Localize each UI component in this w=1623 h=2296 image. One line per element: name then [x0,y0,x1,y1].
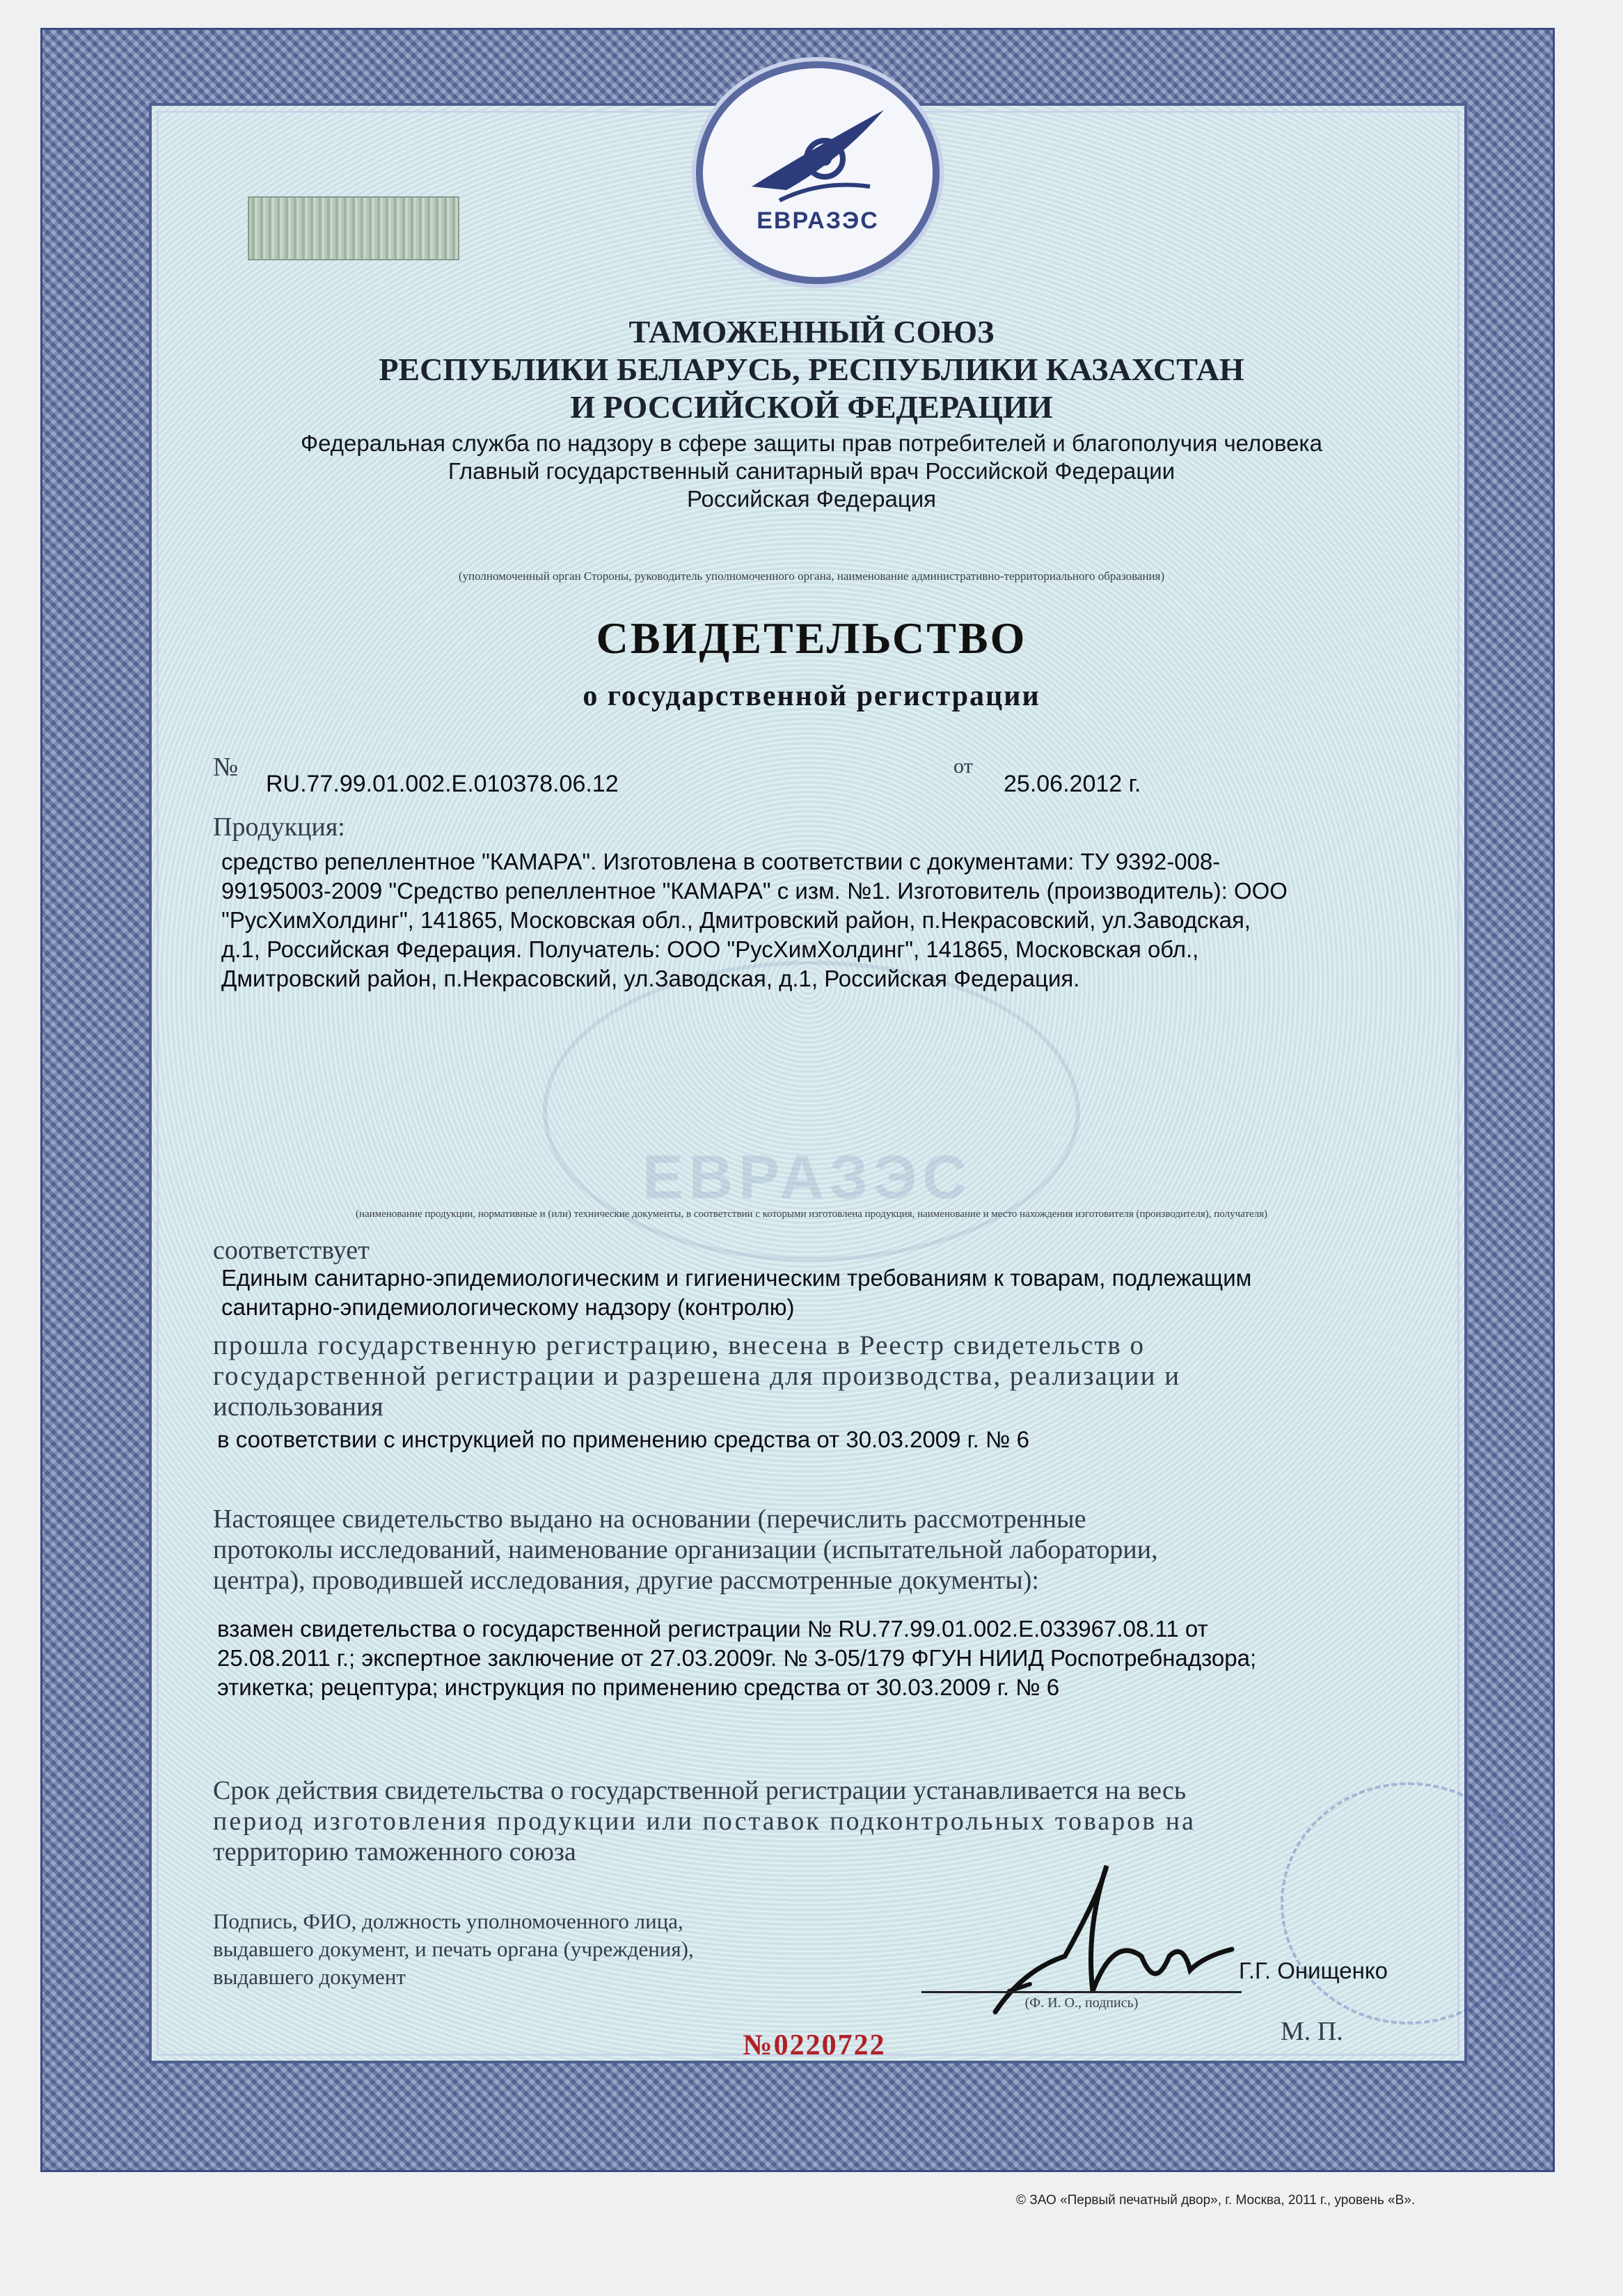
product-line: средство репеллентное "КАМАРА". Изготовлена в соответствии с документами: ТУ 9392-008- [221,849,1221,874]
conformity-line: Единым санитарно-эпидемиологическим и гигиеническим требованиям к товарам, подлежащим [221,1265,1252,1291]
header-line-3: И РОССИЙСКОЙ ФЕДЕРАЦИИ [570,389,1053,425]
watermark-text: ЕВРАЗЭС [642,1142,973,1211]
basis-value: взамен свидетельства о государственной регистрации № RU.77.99.01.002.E.033967.08.11 от [217,1616,1208,1642]
official-stamp [1281,1782,1537,2024]
registration-line: государственной регистрации и разрешена для производства, реализации и [213,1361,1181,1391]
validity-line: территорию таможенного союза [213,1837,576,1866]
product-line: "РусХимХолдинг", 141865, Московская обл., Дмитровский район, п.Некрасовский, ул.Заводская, [221,907,1251,933]
certificate-title: СВИДЕТЕЛЬСТВО [596,613,1027,663]
validity-line: Срок действия свидетельства о государственной регистрации устанавливается на весь [213,1776,1187,1805]
date-label: от [953,755,973,778]
eurasec-emblem [696,61,940,284]
signature-label-line: Подпись, ФИО, должность уполномоченного лица, [213,1909,683,1933]
product-label: Продукция: [213,812,345,842]
authority-line-1: Федеральная служба по надзору в сфере защиты прав потребителей и благополучия человека [301,430,1322,456]
authority-line-2: Главный государственный санитарный врач Российской Федерации [448,458,1175,484]
product-caption: (наименование продукции, нормативные и (или) технические документы, в соответствии с которыми изготовлена продукция, наименование и место нахождения изготовителя (производителя), получателя) [355,1209,1268,1220]
emblem-text: ЕВРАЗЭС [757,207,879,234]
registration-value: в соответствии с инструкцией по применению средства от 30.03.2009 г. № 6 [217,1426,1029,1452]
basis-line: протоколы исследований, наименование организации (испытательной лаборатории, [213,1535,1158,1564]
authority-line-3: Российская Федерация [686,486,937,512]
certificate-subtitle: о государственной регистрации [583,680,1040,712]
basis-value: этикетка; рецептура; инструкция по применению средства от 30.03.2009 г. № 6 [217,1674,1060,1700]
product-line: 99195003-2009 "Средство репеллентное "КАМАРА" с изм. №1. Изготовитель (производитель): ООО [221,878,1288,904]
printer-footer: © ЗАО «Первый печатный двор», г. Москва, 2011 г., уровень «В». [1016,2193,1416,2208]
header-line-1: ТАМОЖЕННЫЙ СОЮЗ [628,314,995,349]
signature-line [921,1991,1242,1993]
certificate-date: 25.06.2012 г. [1004,771,1141,797]
registration-line: прошла государственную регистрацию, внесена в Реестр свидетельств о [213,1330,1146,1360]
certificate-number: RU.77.99.01.002.E.010378.06.12 [266,771,619,797]
basis-line: центра), проводившей исследования, другие рассмотренные документы): [213,1566,1039,1595]
authority-caption: (уполномоченный орган Стороны, руководитель уполномоченного органа, наименование административно-территориального образования) [458,569,1165,583]
signatory-name: Г.Г. Онищенко [1239,1958,1388,1983]
product-line: Дмитровский район, п.Некрасовский, ул.Заводская, д.1, Российская Федерация. [221,966,1080,991]
header-line-2: РЕСПУБЛИКИ БЕЛАРУСЬ, РЕСПУБЛИКИ КАЗАХСТАН [379,352,1244,387]
seal-place-label: М. П. [1281,2017,1343,2046]
signature-caption: (Ф. И. О., подпись) [1024,1995,1139,2011]
hologram-sticker [248,196,459,260]
validity-line: период изготовления продукции или поставок подконтрольных товаров на [213,1807,1196,1836]
basis-line: Настоящее свидетельство выдано на основании (перечислить рассмотренные [213,1504,1086,1534]
emblem-icon [703,68,933,277]
registration-line: использования [213,1392,383,1422]
signature-label-line: выдавшего документ, и печать органа (учреждения), [213,1937,694,1961]
number-label: № [213,753,239,782]
serial-number: №0220722 [743,2029,886,2061]
basis-value: 25.08.2011 г.; экспертное заключение от 27.03.2009г. № 3-05/179 ФГУН НИИД Роспотребнадзора; [217,1645,1257,1671]
conformity-label: соответствует [213,1236,370,1265]
conformity-line: санитарно-эпидемиологическому надзору (контролю) [221,1294,795,1320]
product-line: д.1, Российская Федерация. Получатель: ООО "РусХимХолдинг", 141865, Московская обл., [221,936,1199,962]
signature-label-line: выдавшего документ [213,1965,406,1989]
